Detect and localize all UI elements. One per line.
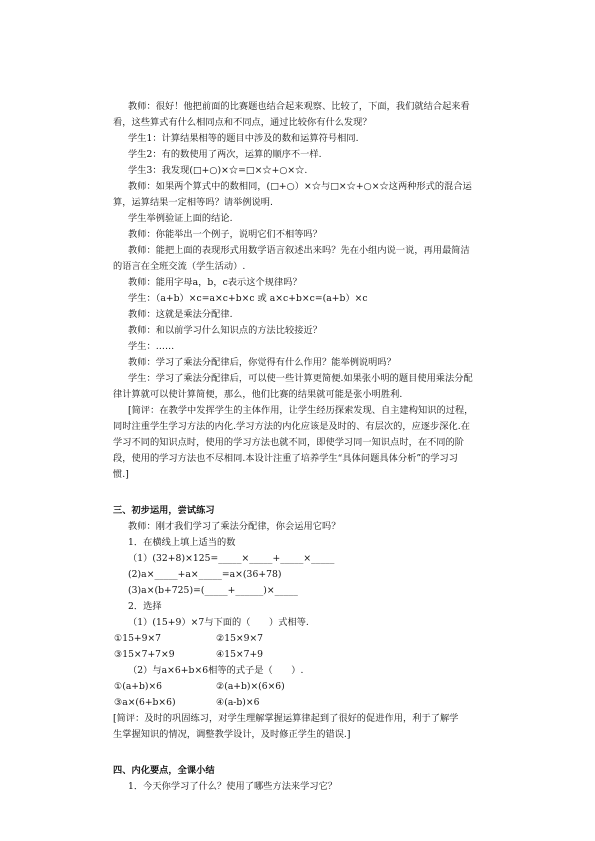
dialogue-line: 律计算就可以使计算简便，那么，他们比赛的结果就可能是张小明胜利. — [113, 389, 403, 400]
dialogue-line: 教师：这就是乘法分配律. — [128, 309, 233, 320]
section-intro: 教师：刚才我们学习了乘法分配律，你会运用它吗？ — [128, 521, 341, 532]
dialogue-line: 学生举例验证上面的结论. — [128, 213, 233, 224]
section-heading: 三、初步运用，尝试练习 — [113, 505, 215, 516]
question-item: (2)a×_____+a×_____=a×(36+78) — [128, 569, 282, 580]
comment-line: 生掌握知识的情况，调整教学设计，及时修正学生的错误.] — [113, 729, 351, 740]
dialogue-line: 教师：能把上面的表现形式用数学语言叙述出来吗？先在小组内说一说，再用最简洁 — [128, 245, 470, 256]
comment-line: 同时注重学生学习方法的内化.学习方法的内化应该是及时的、有层次的，应逐步深化.在 — [113, 421, 470, 432]
choice-option: ①15+9×7 — [114, 633, 162, 644]
choice-option: ①(a+b)×6 — [114, 681, 163, 692]
dialogue-line: 教师：你能举出一个例子，说明它们不相等吗？ — [128, 229, 322, 240]
dialogue-line: 看，这些算式有什么相同点和不同点，通过比较你有什么发现？ — [113, 117, 372, 128]
comment-line: 学习不同的知识点时，使用的学习方法也就不同，即使学习同一知识点时，在不同的阶 — [113, 437, 465, 448]
dialogue-line: 学生2：有的数使用了两次，运算的顺序不一样. — [128, 149, 322, 160]
choice-option: ④15×7+9 — [216, 649, 264, 660]
dialogue-line: 学生1：计算结果相等的题目中涉及的数和运算符号相同. — [128, 133, 359, 144]
comment-line: [简评：及时的巩固练习，对学生理解掌握运算律起到了很好的促进作用，利于了解学 — [113, 713, 459, 724]
choice-option: ②(a+b)×(6×6) — [216, 681, 285, 692]
dialogue-line: 教师：很好！他把前面的比赛题也结合起来观察、比较了，下面，我们就结合起来看 — [128, 101, 470, 112]
dialogue-line: 教师：和以前学习什么知识点的方法比较接近？ — [128, 325, 322, 336]
question-item: （1）(32+8)×125=_____×_____+_____×_____ — [128, 553, 335, 564]
comment-line: 段，使用的学习方法也不尽相同.本设计注重了培养学生“具体问题具体分析”的学习习 — [113, 453, 459, 464]
dialogue-line: 学生：学习了乘法分配律后，可以使一些计算更简便.如果张小明的题目使用乘法分配 — [128, 373, 473, 384]
question-item: （1）(15+9）×7与下面的（ ）式相等. — [128, 617, 309, 628]
dialogue-line: 教师：学习了乘法分配律后，你觉得有什么作用？能举例说明吗？ — [128, 357, 396, 368]
dialogue-line: 算，运算结果一定相等吗？请举例说明. — [113, 197, 274, 208]
choice-option: ④(a-b)×6 — [216, 697, 260, 708]
dialogue-line: 学生：…… — [128, 341, 175, 352]
comment-line: 惯.] — [113, 469, 129, 480]
comment-line: [简评：在教学中发挥学生的主体作用，让学生经历探索发现、自主建构知识的过程， — [128, 405, 474, 416]
dialogue-line: 教师：能用字母a，b，c表示这个规律吗？ — [128, 277, 302, 288]
dialogue-line: 学生：（a+b）×c=a×c+b×c 或 a×c+b×c=(a+b）×c — [128, 293, 368, 304]
question-item: （2）与a×6+b×6相等的式子是（ ）. — [128, 665, 304, 676]
question-title: 1．在横线上填上适当的数 — [128, 537, 236, 548]
choice-option: ③a×(6+b×6) — [114, 697, 176, 708]
dialogue-line: 学生3：我发现(□+○)×☆=□×☆+○×☆. — [128, 165, 308, 176]
dialogue-line: 教师：如果两个算式中的数相同，(□+○）×☆与□×☆+○×☆这两种形式的混合运 — [128, 181, 472, 192]
dialogue-line: 的语言在全班交流（学生活动）. — [113, 261, 246, 272]
choice-option: ②15×9×7 — [216, 633, 264, 644]
question-item: (3)a×(b+725)=(_____+______)×_____ — [128, 585, 298, 596]
question-title: 2．选择 — [128, 601, 162, 612]
section-heading: 四、内化要点，全课小结 — [113, 765, 215, 776]
question-title: 1．今天你学习了什么？使用了哪些方法来学习它？ — [128, 781, 338, 792]
choice-option: ③15×7+7×9 — [114, 649, 175, 660]
